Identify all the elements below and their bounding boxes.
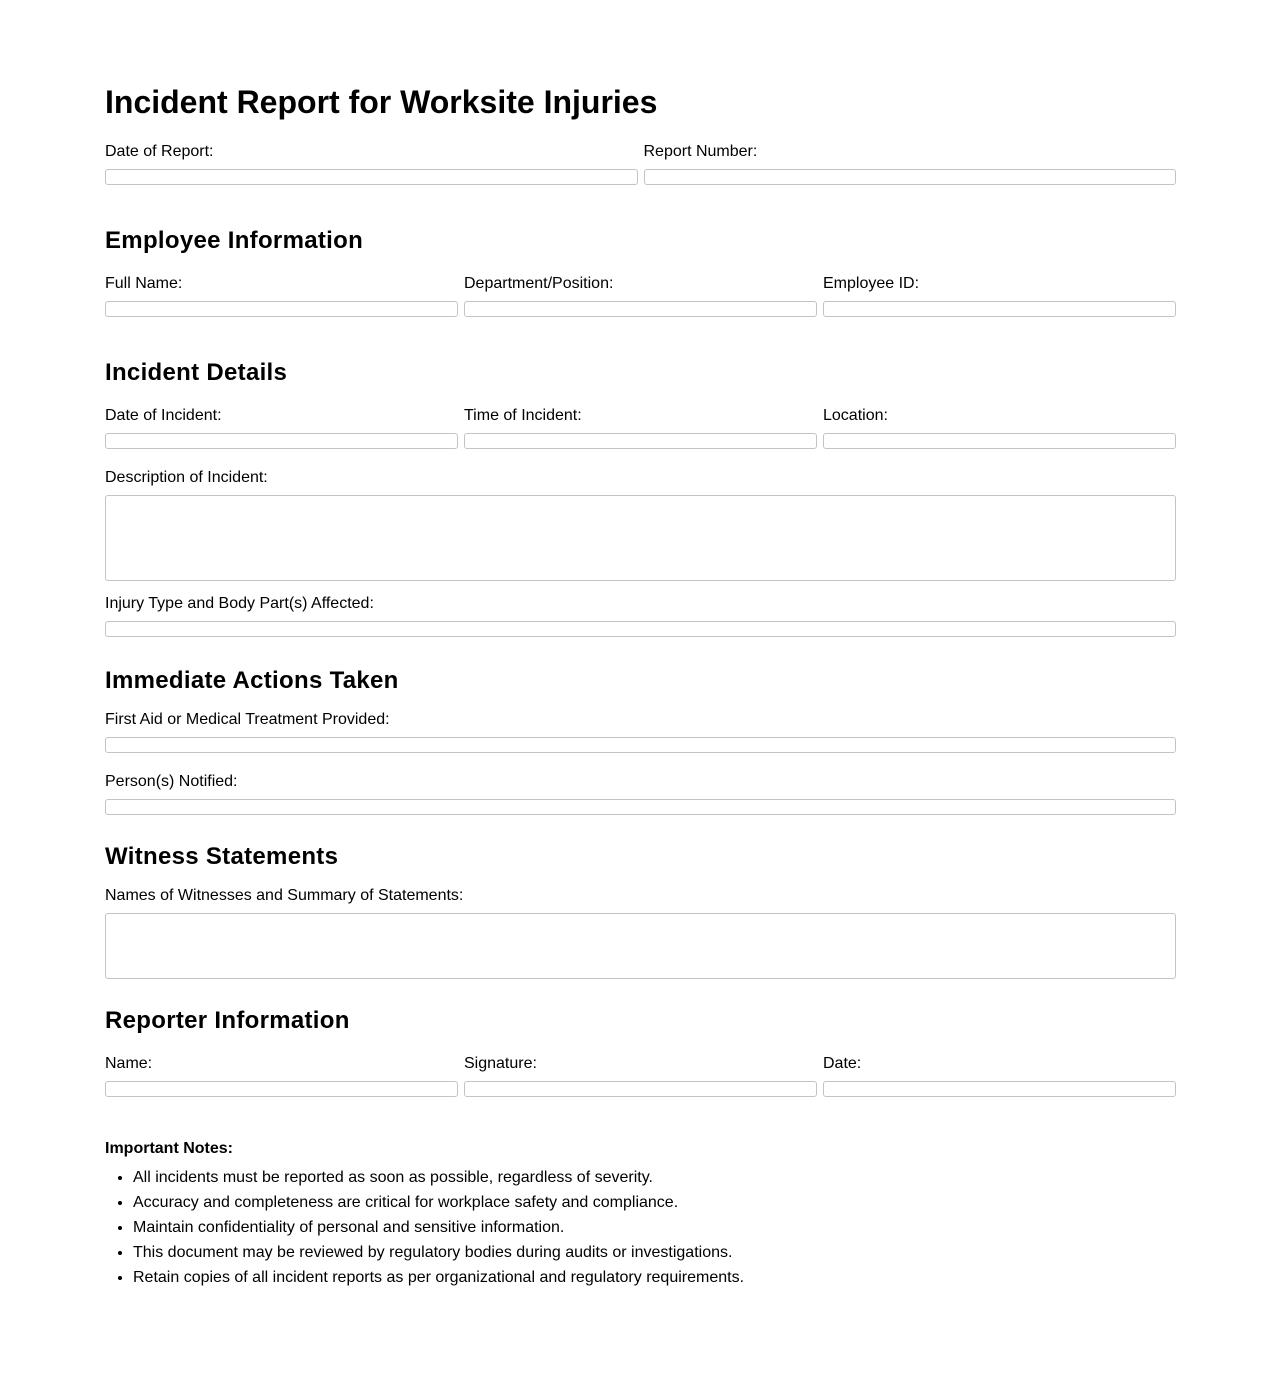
full-name-label: Full Name: <box>105 275 183 292</box>
description-field <box>105 469 1176 581</box>
description-label: Description of Incident: <box>105 469 268 486</box>
reporter-name-input[interactable] <box>105 1081 458 1097</box>
incident-date-field <box>105 407 458 449</box>
report-number-field <box>644 143 1177 185</box>
signature-label: Signature: <box>464 1055 537 1072</box>
witness-label: Names of Witnesses and Summary of Statements: <box>105 887 464 904</box>
description-textarea[interactable] <box>105 495 1176 581</box>
reporter-section-heading: Reporter Information <box>105 1007 350 1034</box>
notes-item: • All incidents must be reported as soon as possible, regardless of severity. <box>133 1165 1176 1190</box>
important-notes <box>105 1140 1176 1290</box>
first-aid-field <box>105 711 1176 753</box>
department-input[interactable] <box>464 301 817 317</box>
location-field <box>823 407 1176 449</box>
notes-item: • This document may be reviewed by regulatory bodies during audits or investigations. <box>133 1240 1176 1265</box>
incident-time-input[interactable] <box>464 433 817 449</box>
notes-item: • Accuracy and completeness are critical for workplace safety and compliance. <box>133 1190 1176 1215</box>
injury-type-label: Injury Type and Body Part(s) Affected: <box>105 595 374 612</box>
first-aid-input[interactable] <box>105 737 1176 753</box>
incident-date-input[interactable] <box>105 433 458 449</box>
notified-input[interactable] <box>105 799 1176 815</box>
notes-item: • Retain copies of all incident reports as per organizational and regulatory requirements. <box>133 1265 1176 1290</box>
report-number-label: Report Number: <box>643 143 758 160</box>
notes-item: • Maintain confidentiality of personal and sensitive information. <box>133 1215 1176 1240</box>
employee-id-label: Employee ID: <box>823 275 920 292</box>
incident-section-heading: Incident Details <box>105 359 288 386</box>
employee-id-input[interactable] <box>823 301 1176 317</box>
page-title: Incident Report for Worksite Injuries <box>105 84 658 120</box>
witness-field <box>105 887 1176 979</box>
notified-field <box>105 773 1176 815</box>
injury-type-input[interactable] <box>105 621 1176 637</box>
location-label: Location: <box>823 407 888 424</box>
date-of-report-field <box>105 143 638 185</box>
employee-section-heading: Employee Information <box>105 227 364 254</box>
date-of-report-input[interactable] <box>105 169 638 185</box>
first-aid-label: First Aid or Medical Treatment Provided: <box>105 711 390 728</box>
injury-type-field <box>105 595 1176 637</box>
date-of-report-label: Date of Report: <box>105 143 214 160</box>
employee-id-field <box>823 275 1176 317</box>
full-name-input[interactable] <box>105 301 458 317</box>
signature-field <box>464 1055 817 1097</box>
notes-title: Important Notes: <box>105 1140 233 1157</box>
incident-time-field <box>464 407 817 449</box>
incident-time-label: Time of Incident: <box>464 407 582 424</box>
location-input[interactable] <box>823 433 1176 449</box>
incident-fields-row <box>105 407 1176 449</box>
signature-input[interactable] <box>464 1081 817 1097</box>
witness-section-heading: Witness Statements <box>105 843 339 870</box>
reporter-name-label: Name: <box>105 1055 153 1072</box>
witness-textarea[interactable] <box>105 913 1176 979</box>
header-fields-row <box>105 143 1176 185</box>
notes-list <box>105 1165 1176 1290</box>
full-name-field <box>105 275 458 317</box>
reporter-date-field <box>823 1055 1176 1097</box>
incident-date-label: Date of Incident: <box>105 407 222 424</box>
actions-section-heading: Immediate Actions Taken <box>105 667 399 694</box>
reporter-date-input[interactable] <box>823 1081 1176 1097</box>
notified-label: Person(s) Notified: <box>105 773 238 790</box>
reporter-date-label: Date: <box>823 1055 862 1072</box>
report-number-input[interactable] <box>644 169 1177 185</box>
department-field <box>464 275 817 317</box>
reporter-name-field <box>105 1055 458 1097</box>
employee-fields-row <box>105 275 1176 317</box>
department-label: Department/Position: <box>464 275 614 292</box>
reporter-fields-row <box>105 1055 1176 1097</box>
